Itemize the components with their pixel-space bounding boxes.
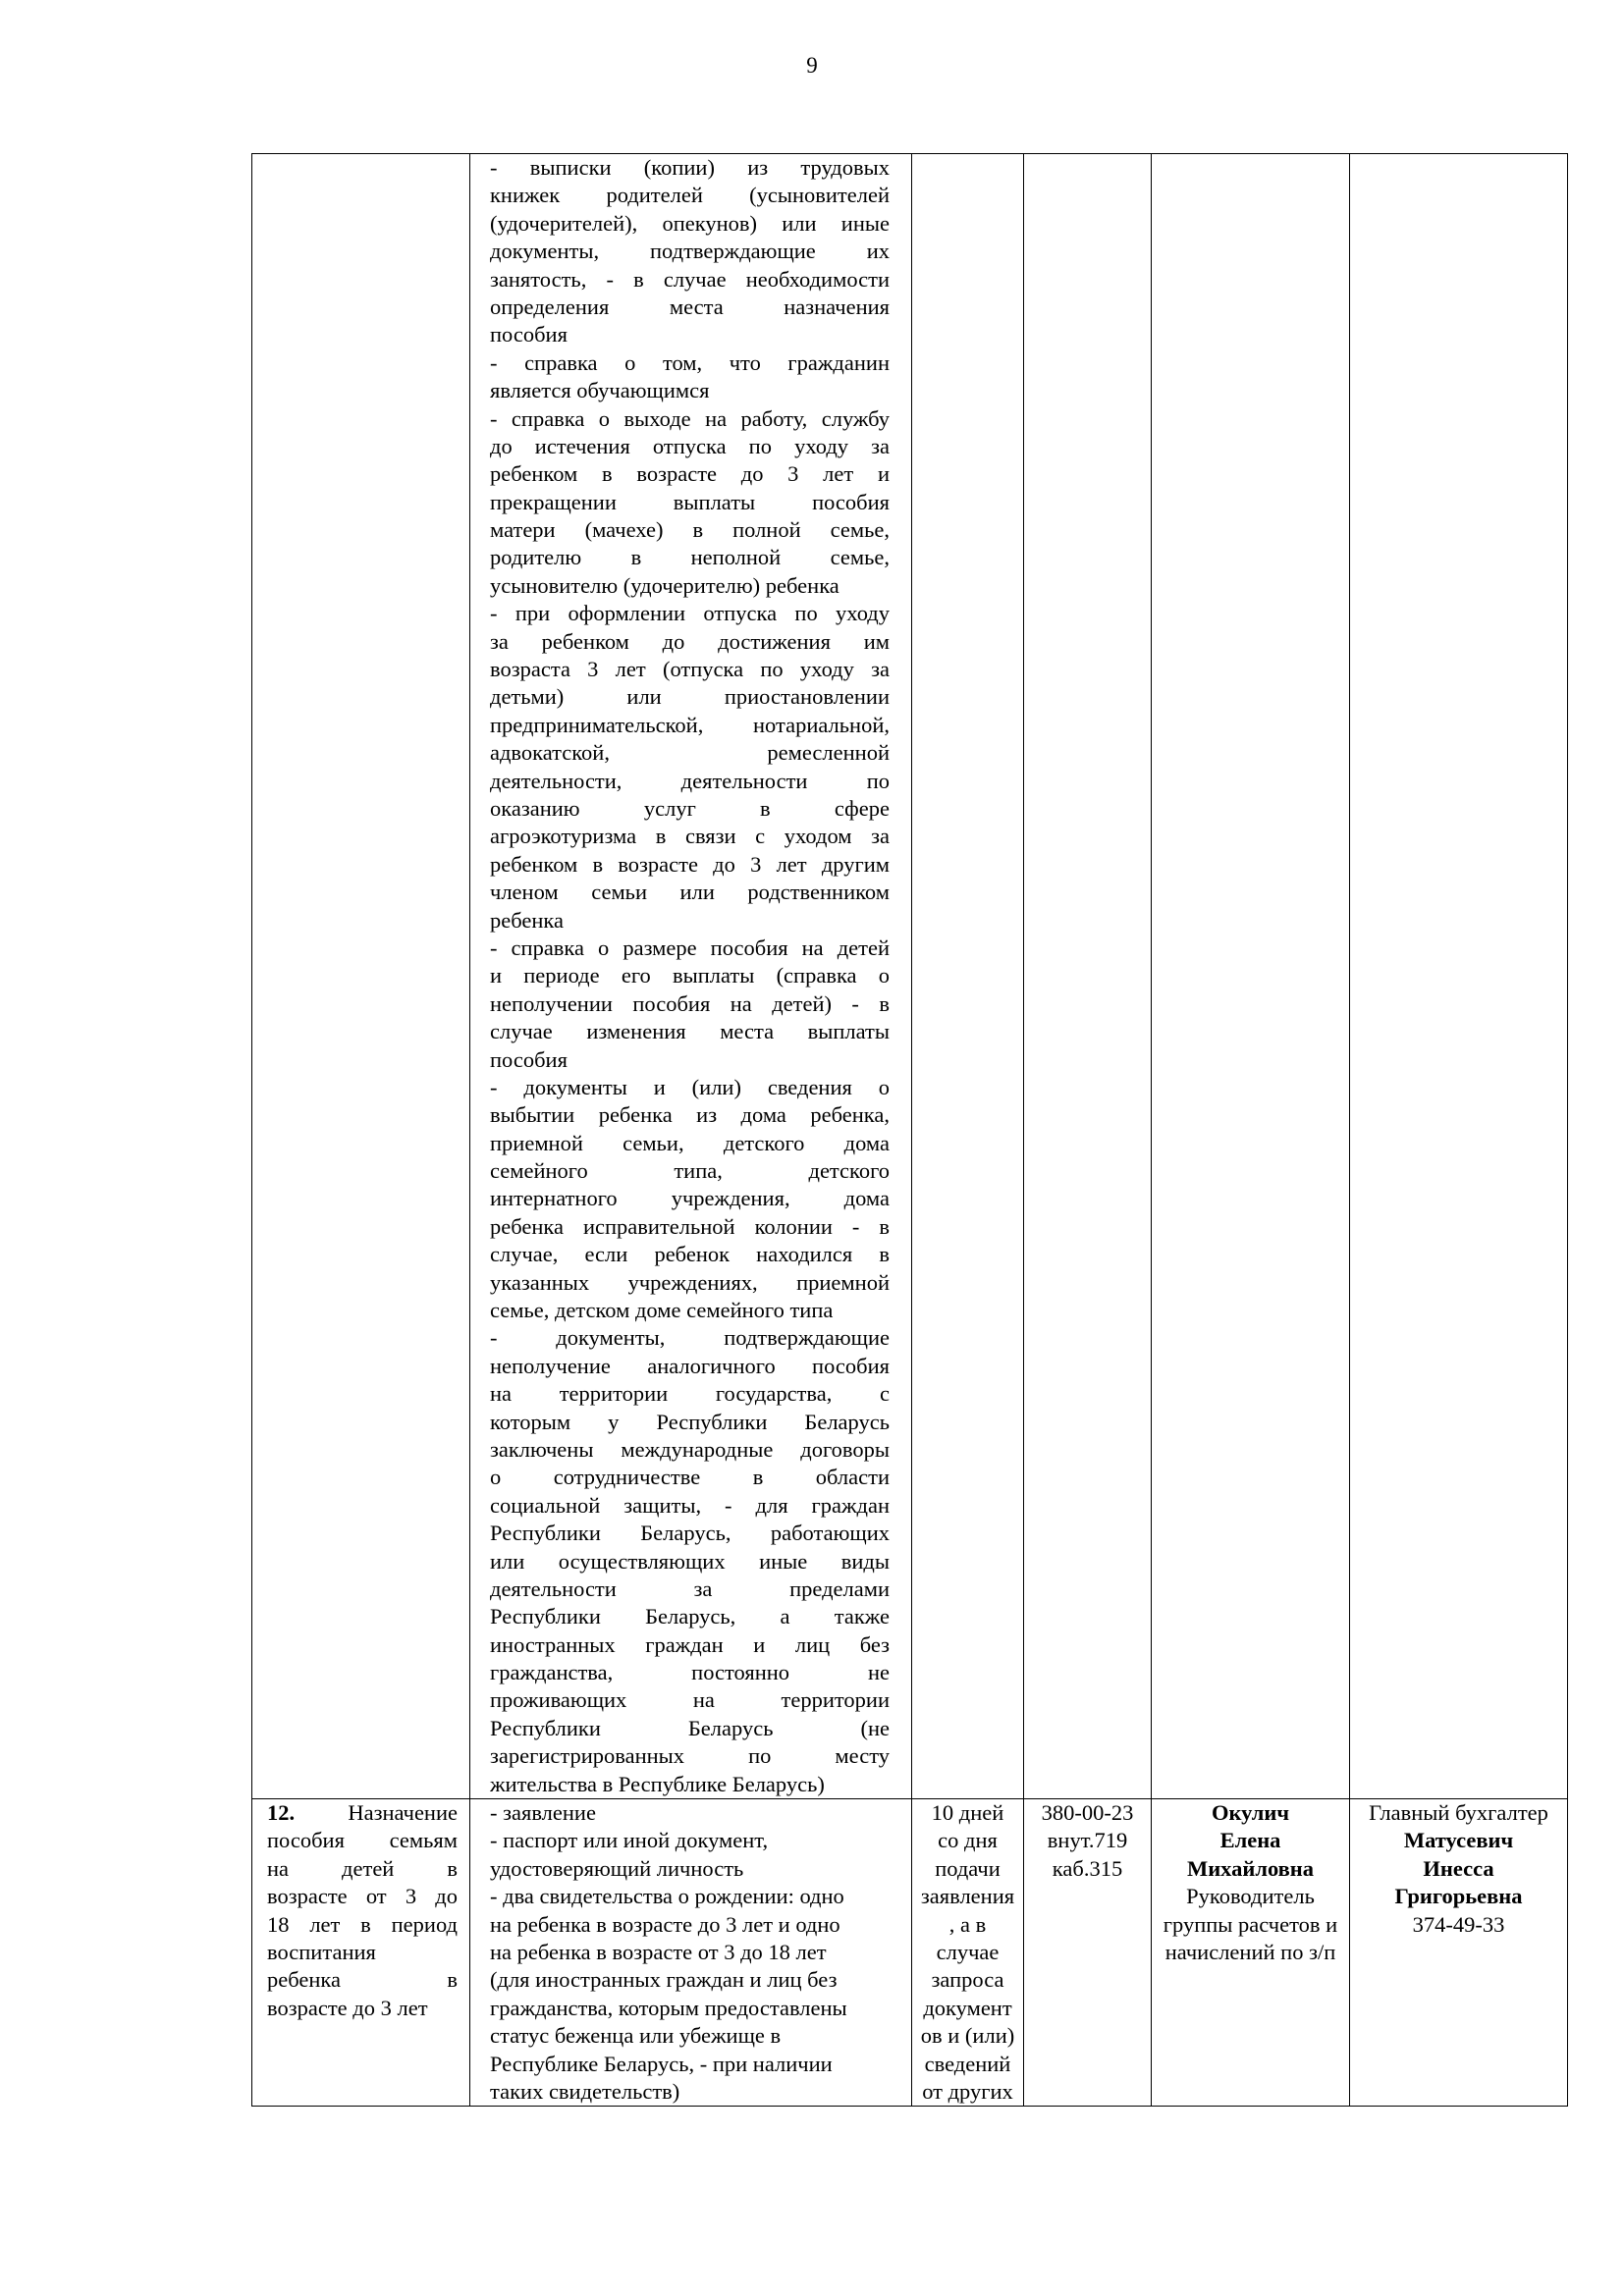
- text-line: детьми) или приостановлении: [490, 684, 890, 710]
- text-line: запроса: [931, 1967, 1004, 1993]
- substitute-patronymic: Григорьевна: [1394, 1884, 1523, 1909]
- text-line: - выписки (копии) из трудовых: [490, 155, 890, 180]
- text-line: или осуществляющих иные виды: [490, 1548, 890, 1574]
- text-line: - справка о выходе на работу, службу: [490, 405, 890, 431]
- text-line: со дня: [938, 1828, 998, 1853]
- responsible-cell: [1152, 1799, 1350, 2107]
- term-cell: [912, 154, 1024, 1799]
- text-line: случае, если ребенок находился в: [490, 1242, 890, 1267]
- text-line: 380-00-23: [1041, 1800, 1134, 1826]
- substitute-surname: Матусевич: [1403, 1828, 1514, 1853]
- table-row-continued: [252, 154, 1568, 1799]
- procedure-title: Назначение: [348, 1800, 458, 1826]
- text-line: деятельности за пределами: [490, 1575, 890, 1601]
- procedure-text: [267, 1799, 458, 2022]
- text-line: социальной защиты, - для граждан: [490, 1492, 890, 1518]
- substitute-cell: [1350, 154, 1568, 1799]
- substitute-phone: 374-49-33: [1412, 1911, 1505, 1937]
- responsible-cell: [1152, 154, 1350, 1799]
- contact-cell: [1024, 1799, 1152, 2107]
- text-line: за ребенком до достижения им: [490, 628, 890, 654]
- text-line: членом семьи или родственником: [490, 880, 890, 905]
- text-line: гражданства, которым предоставлены: [490, 1995, 847, 2020]
- table-row-12: [252, 1799, 1568, 2107]
- text-line: Руководитель: [1186, 1884, 1315, 1909]
- term-cell: [912, 1799, 1024, 2107]
- text-line: усыновителю (удочерителю) ребенка: [490, 572, 839, 598]
- text-line: неполучении пособия на детей) - в: [490, 990, 890, 1016]
- text-line: о сотрудничестве в области: [490, 1465, 890, 1490]
- documents-list: [490, 1799, 890, 2106]
- text-line: ребенка: [490, 907, 564, 933]
- text-line: семейного типа, детского: [490, 1158, 890, 1184]
- documents-cell: [470, 1799, 912, 2107]
- documents-list: [490, 154, 890, 1798]
- substitute-position: Главный бухгалтер: [1369, 1800, 1548, 1826]
- text-line: ребенком в возрасте до 3 лет и: [490, 461, 890, 487]
- text-line: на ребенка в возрасте до 3 лет и одно: [490, 1911, 840, 1937]
- text-line: Республике Беларусь, - при наличии: [490, 2051, 833, 2076]
- text-line: случае: [936, 1940, 1000, 1964]
- text-line: (для иностранных граждан и лиц без: [490, 1967, 838, 1993]
- text-line: выбытии ребенка из дома ребенка,: [490, 1102, 890, 1128]
- text-line: родителю в неполной семье,: [490, 545, 890, 570]
- text-line: , а в: [948, 1911, 987, 1937]
- text-line: ребенка в: [267, 1967, 458, 1993]
- text-line: - два свидетельства о рождении: одно: [490, 1884, 844, 1909]
- text-line: на ребенка в возрасте от 3 до 18 лет: [490, 1940, 827, 1964]
- text-line: указанных учреждениях, приемной: [490, 1269, 890, 1295]
- text-line: 18 лет в период: [267, 1911, 458, 1937]
- text-line: адвокатской, ремесленной: [490, 740, 890, 766]
- text-line: жительства в Республике Беларусь): [490, 1771, 825, 1796]
- page-number: 9: [806, 53, 818, 78]
- text-line: случае изменения места выплаты: [490, 1019, 890, 1044]
- procedure-cell: [252, 1799, 470, 2107]
- text-line: Республики Беларусь, работающих: [490, 1521, 890, 1546]
- text-line: - заявление: [490, 1800, 596, 1826]
- text-line: и периоде его выплаты (справка о: [490, 963, 890, 988]
- text-line: иностранных граждан и лиц без: [490, 1631, 890, 1657]
- text-line: матери (мачехе) в полной семье,: [490, 517, 890, 543]
- text-line: занятость, - в случае необходимости: [490, 266, 890, 292]
- text-line: ребенка исправительной колонии - в: [490, 1213, 890, 1239]
- text-line: семье, детском доме семейного типа: [490, 1298, 834, 1323]
- text-line: зарегистрированных по месту: [490, 1743, 890, 1769]
- text-line: воспитания: [267, 1940, 376, 1964]
- responsible-name: Елена: [1219, 1828, 1281, 1853]
- text-line: ребенком в возрасте до 3 лет другим: [490, 851, 890, 877]
- text-line: на детей в: [267, 1855, 458, 1881]
- contact-text: [1026, 1799, 1149, 1883]
- responsible-position: [1153, 1883, 1348, 1966]
- responsible-surname: Окулич: [1211, 1800, 1290, 1826]
- text-line: на территории государства, с: [490, 1381, 890, 1407]
- documents-cell: [470, 154, 912, 1799]
- text-line: (удочерителей), опекунов) или иные: [490, 210, 890, 236]
- text-line: документы, подтверждающие их: [490, 239, 890, 264]
- text-line: от других: [922, 2078, 1013, 2104]
- text-line: группы расчетов и: [1163, 1911, 1338, 1937]
- text-line: интернатного учреждения, дома: [490, 1186, 890, 1211]
- text-line: агроэкотуризма в связи с уходом за: [490, 824, 890, 849]
- text-line: [267, 1799, 458, 1827]
- text-line: пособия семьям: [267, 1828, 458, 1853]
- text-line: заключены международные договоры: [490, 1436, 890, 1462]
- text-line: Республики Беларусь, а также: [490, 1604, 890, 1629]
- text-line: статус беженца или убежище в: [490, 2023, 782, 2049]
- text-line: предпринимательской, нотариальной,: [490, 712, 890, 737]
- text-line: таких свидетельств): [490, 2078, 680, 2104]
- text-line: подачи: [935, 1855, 1001, 1881]
- text-line: приемной семьи, детского дома: [490, 1130, 890, 1155]
- text-line: Республики Беларусь (не: [490, 1715, 890, 1740]
- text-line: внут.719: [1047, 1828, 1128, 1853]
- text-line: каб.315: [1052, 1855, 1123, 1881]
- text-line: - справка о размере пособия на детей: [490, 934, 890, 960]
- text-line: возрасте до 3 лет: [267, 1995, 428, 2020]
- responsible-patronymic: Михайловна: [1186, 1855, 1315, 1881]
- text-line: неполучение аналогичного пособия: [490, 1353, 890, 1378]
- text-line: начислений по з/п: [1164, 1940, 1336, 1964]
- row-number: 12.: [267, 1800, 296, 1826]
- document-table: [251, 153, 1568, 2107]
- term-text: [914, 1799, 1021, 2106]
- text-line: - документы и (или) сведения о: [490, 1074, 890, 1099]
- text-line: ов и (или): [920, 2023, 1015, 2049]
- text-line: пособия: [490, 322, 568, 347]
- procedure-cell: [252, 154, 470, 1799]
- text-line: деятельности, деятельности по: [490, 768, 890, 793]
- text-line: которым у Республики Беларусь: [490, 1409, 890, 1434]
- text-line: сведений: [924, 2051, 1011, 2076]
- text-line: - паспорт или иной документ,: [490, 1828, 769, 1853]
- text-line: оказанию услуг в сфере: [490, 795, 890, 821]
- text-line: возрасте от 3 до: [267, 1884, 458, 1909]
- text-line: 10 дней: [931, 1800, 1004, 1826]
- text-line: до истечения отпуска по уходу за: [490, 433, 890, 458]
- text-line: гражданства, постоянно не: [490, 1660, 890, 1685]
- text-line: проживающих на территории: [490, 1687, 890, 1713]
- text-line: книжек родителей (усыновителей: [490, 183, 890, 208]
- text-line: документ: [923, 1995, 1012, 2020]
- text-line: - документы, подтверждающие: [490, 1325, 890, 1351]
- substitute-cell: [1350, 1799, 1568, 2107]
- text-line: пособия: [490, 1046, 568, 1072]
- text-line: - справка о том, что гражданин: [490, 349, 890, 375]
- text-line: определения места назначения: [490, 294, 890, 319]
- text-line: возраста 3 лет (отпуска по уходу за: [490, 657, 890, 682]
- substitute-name: Инесса: [1423, 1855, 1494, 1881]
- text-line: прекращении выплаты пособия: [490, 489, 890, 514]
- text-line: заявления: [920, 1884, 1015, 1909]
- contact-cell: [1024, 154, 1152, 1799]
- text-line: - при оформлении отпуска по уходу: [490, 601, 890, 626]
- text-line: является обучающимся: [490, 378, 710, 403]
- text-line: удостоверяющий личность: [490, 1855, 744, 1881]
